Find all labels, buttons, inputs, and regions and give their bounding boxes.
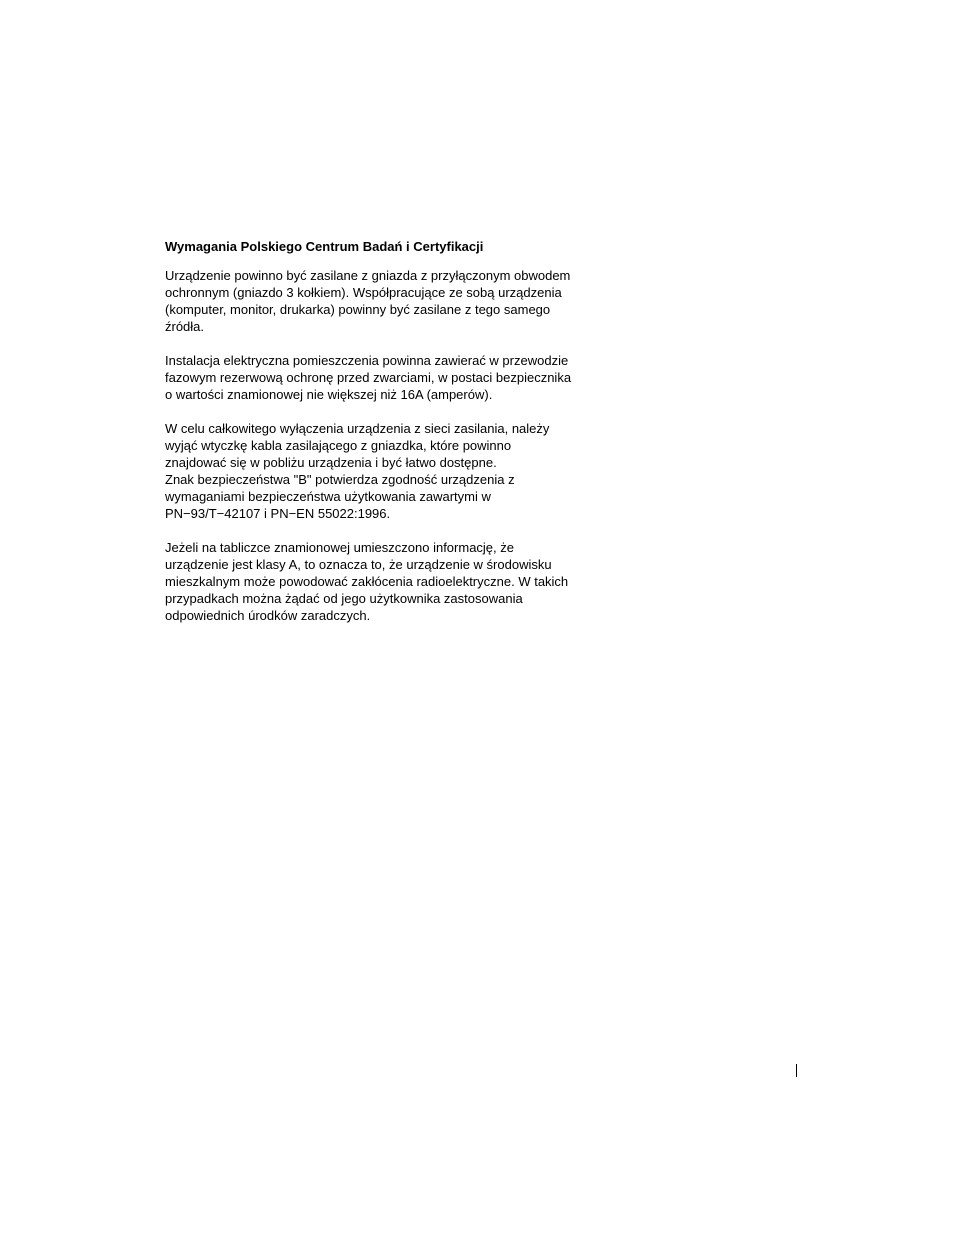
paragraph-line: PN−93/T−42107 i PN−EN 55022:1996.	[165, 506, 391, 521]
section-heading: Wymagania Polskiego Centrum Badań i Certyfikacji	[165, 239, 484, 254]
margin-rule-mark	[796, 1064, 797, 1077]
paragraph-line: urządzenie jest klasy A, to oznacza to, że urządzenie w środowisku	[165, 557, 552, 572]
paragraph-line: W celu całkowitego wyłączenia urządzenia z sieci zasilania, należy	[165, 421, 550, 436]
paragraph-line: wyjąć wtyczkę kabla zasilającego z gniazdka, które powinno	[165, 438, 512, 453]
paragraph-line: o wartości znamionowej nie większej niż 16A (amperów).	[165, 387, 493, 402]
paragraph-disconnection-safety-mark	[165, 420, 635, 522]
paragraph-line: ochronnym (gniazdo 3 kołkiem). Współpracujące ze sobą urządzenia	[165, 285, 562, 300]
paragraph-line: wymaganiami bezpieczeństwa użytkowania zawartymi w	[165, 489, 491, 504]
paragraph-line: znajdować się w pobliżu urządzenia i być łatwo dostępne.	[165, 455, 497, 470]
paragraph-line: przypadkach można żądać od jego użytkownika zastosowania	[165, 591, 523, 606]
paragraph-line: fazowym rezerwową ochronę przed zwarciami, w postaci bezpiecznika	[165, 370, 572, 385]
paragraph-line: Znak bezpieczeństwa "B" potwierdza zgodność urządzenia z	[165, 472, 515, 487]
paragraph-line: źródła.	[165, 319, 205, 334]
paragraph-class-a-notice	[165, 539, 635, 624]
document-content	[165, 238, 635, 641]
paragraph-line: Instalacja elektryczna pomieszczenia powinna zawierać w przewodzie	[165, 353, 569, 368]
paragraph-line: Jeżeli na tabliczce znamionowej umieszczono informację, że	[165, 540, 514, 555]
paragraph-line: odpowiednich úrodków zaradczych.	[165, 608, 371, 623]
paragraph-line: (komputer, monitor, drukarka) powinny być zasilane z tego samego	[165, 302, 551, 317]
paragraph-line: mieszkalnym może powodować zakłócenia radioelektryczne. W takich	[165, 574, 569, 589]
paragraph-electrical-installation	[165, 352, 635, 403]
paragraph-line: Urządzenie powinno być zasilane z gniazda z przyłączonym obwodem	[165, 268, 571, 283]
paragraph-power-supply	[165, 267, 635, 335]
